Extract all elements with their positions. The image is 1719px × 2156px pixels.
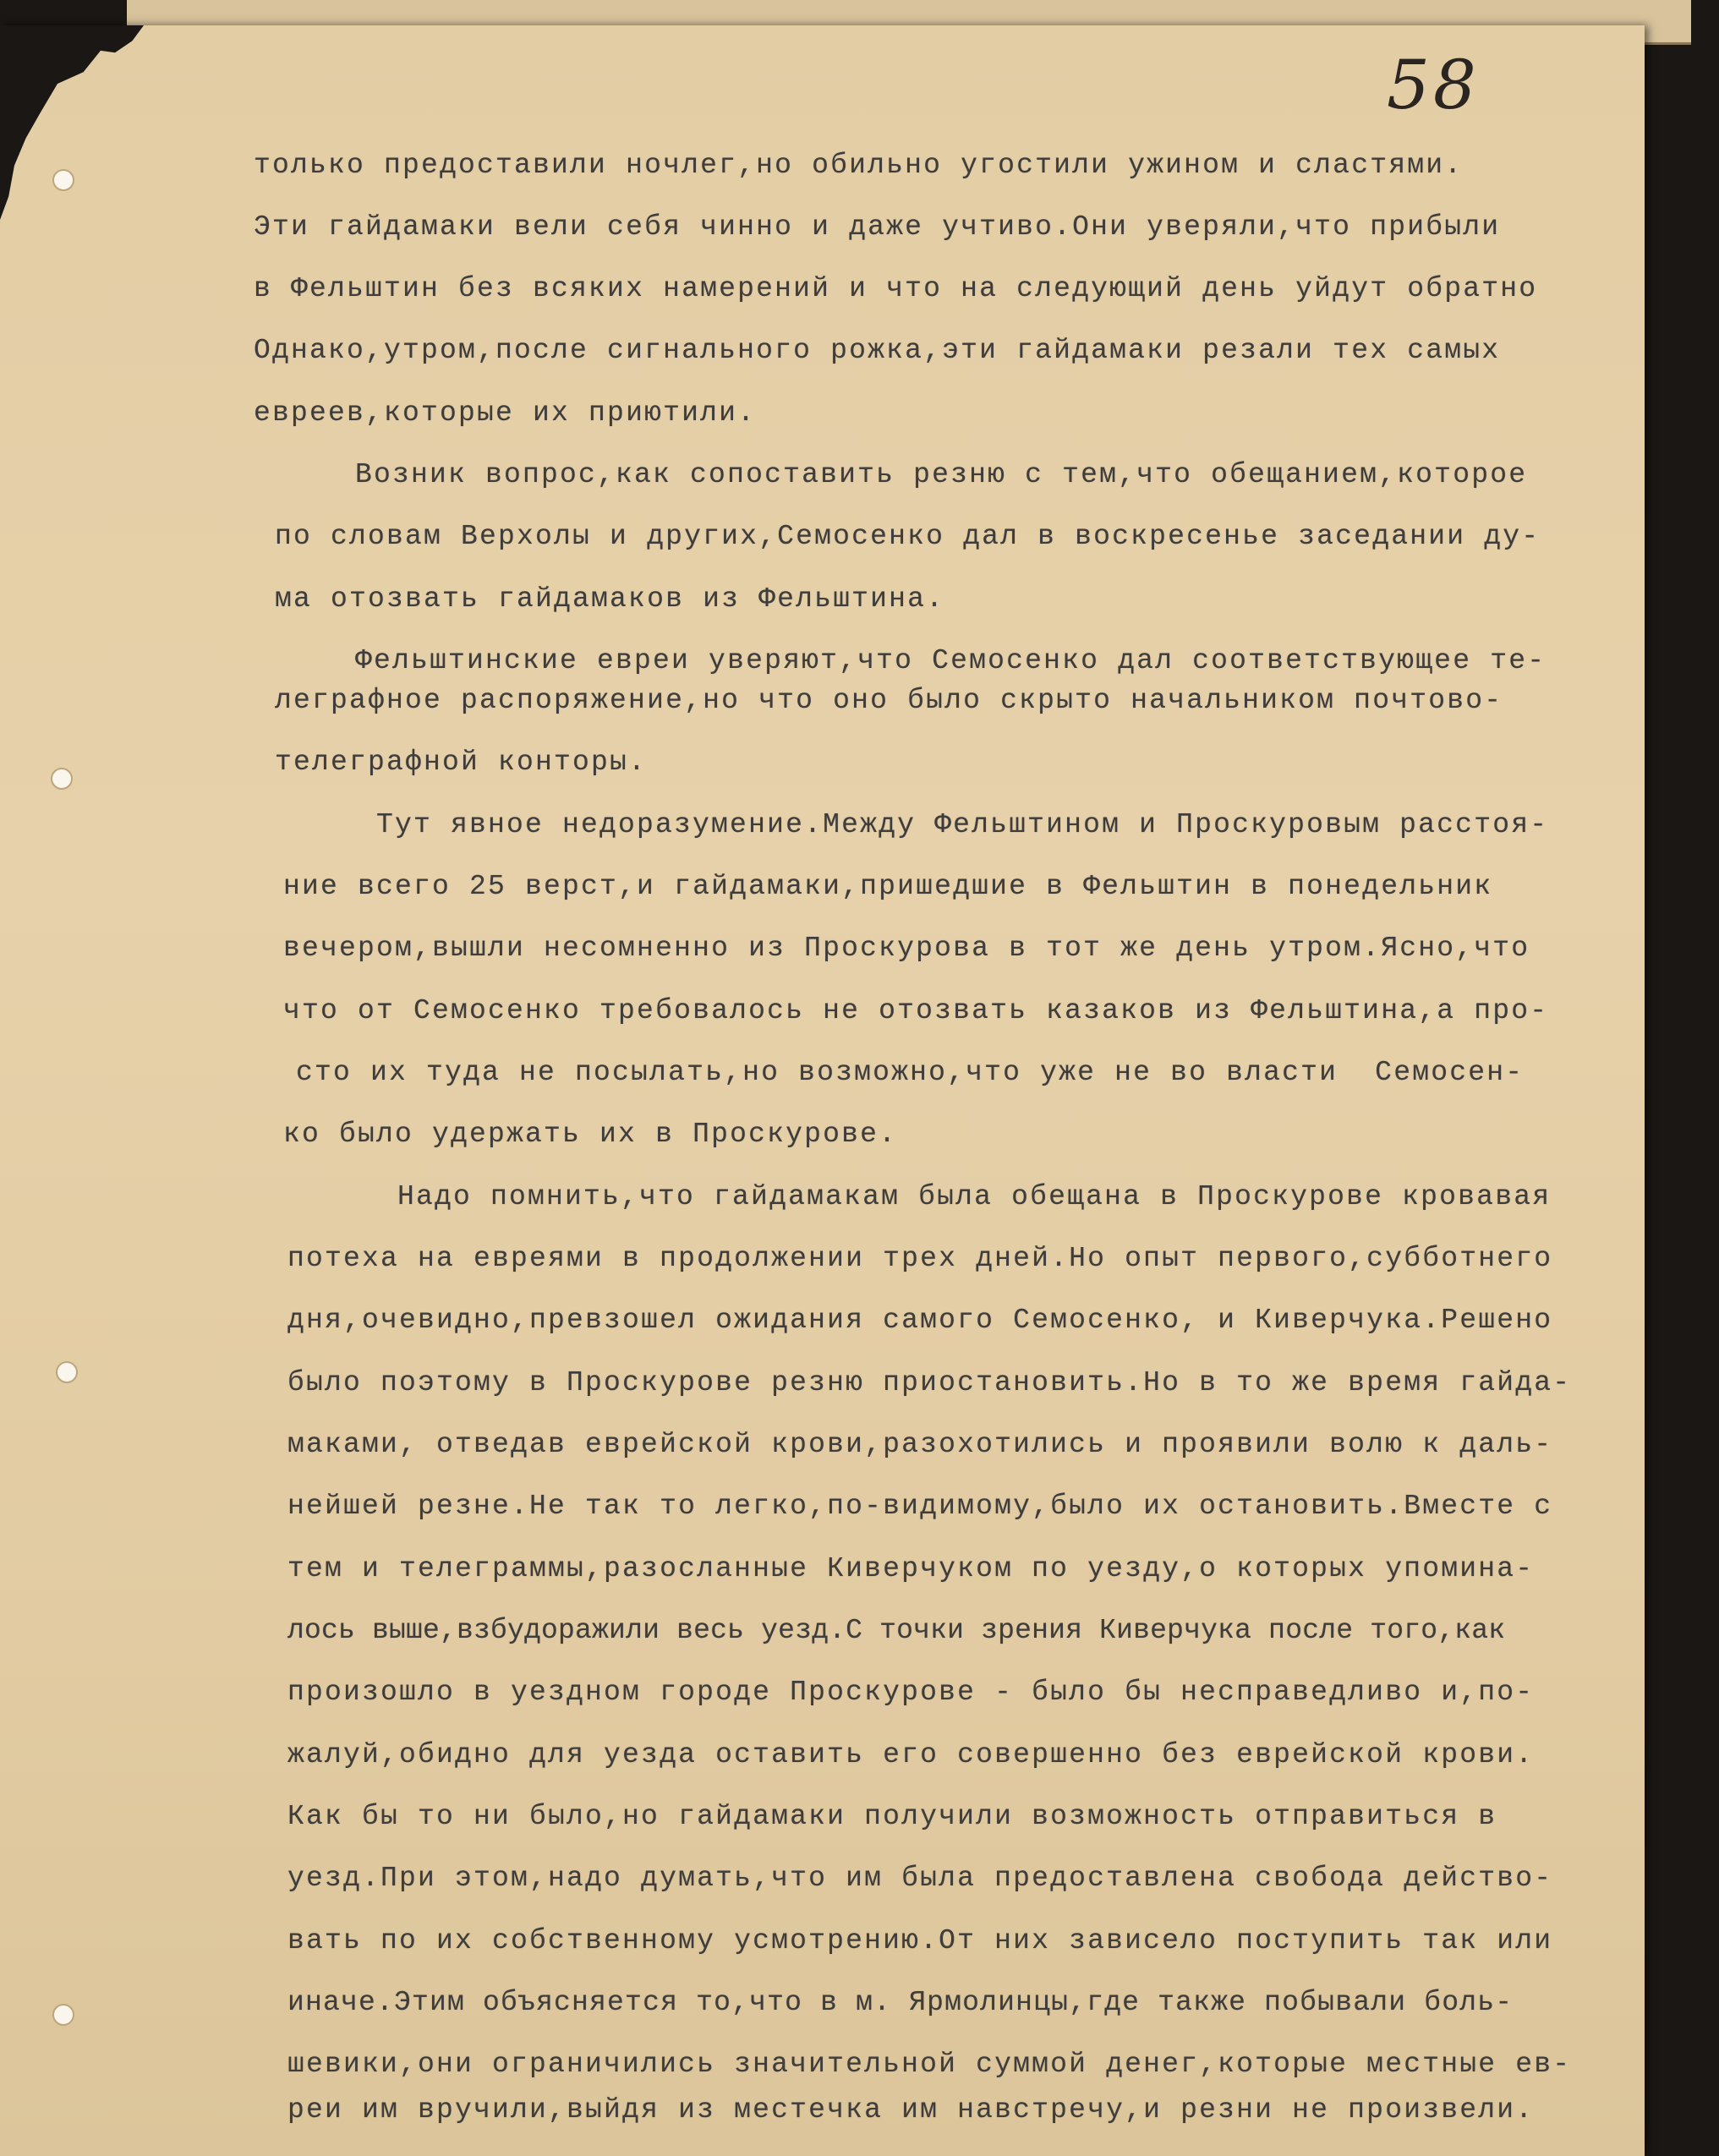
text-line: по словам Верхолы и других,Семосенко дал в воскресенье заседании ду- — [275, 521, 1541, 552]
page-number: 58 — [1387, 46, 1480, 124]
text-line: леграфное распоряжение,но что оно было скрыто начальником почтово- — [275, 685, 1503, 716]
typewritten-page — [0, 25, 1645, 2156]
text-line: ма отозвать гайдамаков из Фельштина. — [275, 583, 945, 615]
text-line: уезд.При этом,надо думать,что им была предоставлена свобода действо- — [287, 1863, 1553, 1894]
text-line: дня,очевидно,превзошел ожидания самого Семосенко, и Киверчука.Решено — [287, 1305, 1553, 1336]
text-line: тем и телеграммы,разосланные Киверчуком по уезду,о которых упомина- — [287, 1553, 1535, 1584]
text-line: иначе.Этим объясняется то,что в м. Ярмолинцы,где также побывали боль- — [287, 1987, 1514, 2018]
text-line: в Фельштин без всяких намерений и что на следующий день уйдут обратно — [254, 273, 1538, 304]
text-line: телеграфной конторы. — [275, 747, 648, 778]
text-line: Эти гайдамаки вели себя чинно и даже учтиво.Они уверяли,что прибыли — [254, 211, 1501, 243]
text-line: Тут явное недоразумение.Между Фельштином и Проскуровым расстоя- — [376, 809, 1549, 840]
text-line: ко было удержать их в Проскурове. — [283, 1119, 898, 1150]
text-line: Надо помнить,что гайдамакам была обещана в Проскурове кровавая — [397, 1181, 1552, 1212]
text-line: Однако,утром,после сигнального рожка,эти гайдамаки резали тех самых — [254, 335, 1501, 366]
text-line: жалуй,обидно для уезда оставить его совершенно без еврейской крови. — [287, 1739, 1535, 1770]
text-line: только предоставили ночлег,но обильно угостили ужином и сластями. — [254, 150, 1464, 181]
text-line: было поэтому в Проскурове резню приостановить.Но в то же время гайда- — [287, 1367, 1572, 1398]
text-line: Фельштинские евреи уверяют,что Семосенко дал соответствующее те- — [355, 645, 1547, 676]
text-line: шевики,они ограничились значительной суммой денег,которые местные ев- — [287, 2049, 1572, 2080]
text-line: сто их туда не посылать,но возможно,что уже не во власти Семосен- — [296, 1057, 1525, 1088]
text-line: Как бы то ни было,но гайдамаки получили возможность отправиться в — [287, 1801, 1497, 1832]
text-line: ние всего 25 верст,и гайдамаки,пришедшие в Фельштин в понедельник — [283, 871, 1493, 902]
text-line: реи им вручили,выйдя из местечка им навстречу,и резни не произвели. — [287, 2094, 1535, 2126]
text-line: что от Семосенко требовалось не отозвать казаков из Фельштина,а про- — [283, 995, 1549, 1026]
text-line: лось выше,взбудоражили весь уезд.С точки зрения Киверчука после того,как — [287, 1615, 1506, 1646]
document-body — [0, 25, 1645, 2156]
text-line: нейшей резне.Не так то легко,по-видимому,было их остановить.Вместе с — [287, 1491, 1553, 1522]
text-line: вечером,вышли несомненно из Проскурова в тот же день утром.Ясно,что — [283, 933, 1530, 964]
text-line: маками, отведав еврейской крови,разохотились и проявили волю к даль- — [287, 1429, 1553, 1460]
text-line: евреев,которые их приютили. — [254, 397, 757, 429]
text-line: произошло в уездном городе Проскурове - было бы несправедливо и,по- — [287, 1677, 1535, 1708]
text-line: вать по их собственному усмотрению.От них зависело поступить так или — [287, 1925, 1553, 1956]
text-line: Возник вопрос,как сопоставить резню с тем,что обещанием,которое — [355, 459, 1528, 490]
text-line: потеха на евреями в продолжении трех дней.Но опыт первого,субботнего — [287, 1243, 1553, 1274]
